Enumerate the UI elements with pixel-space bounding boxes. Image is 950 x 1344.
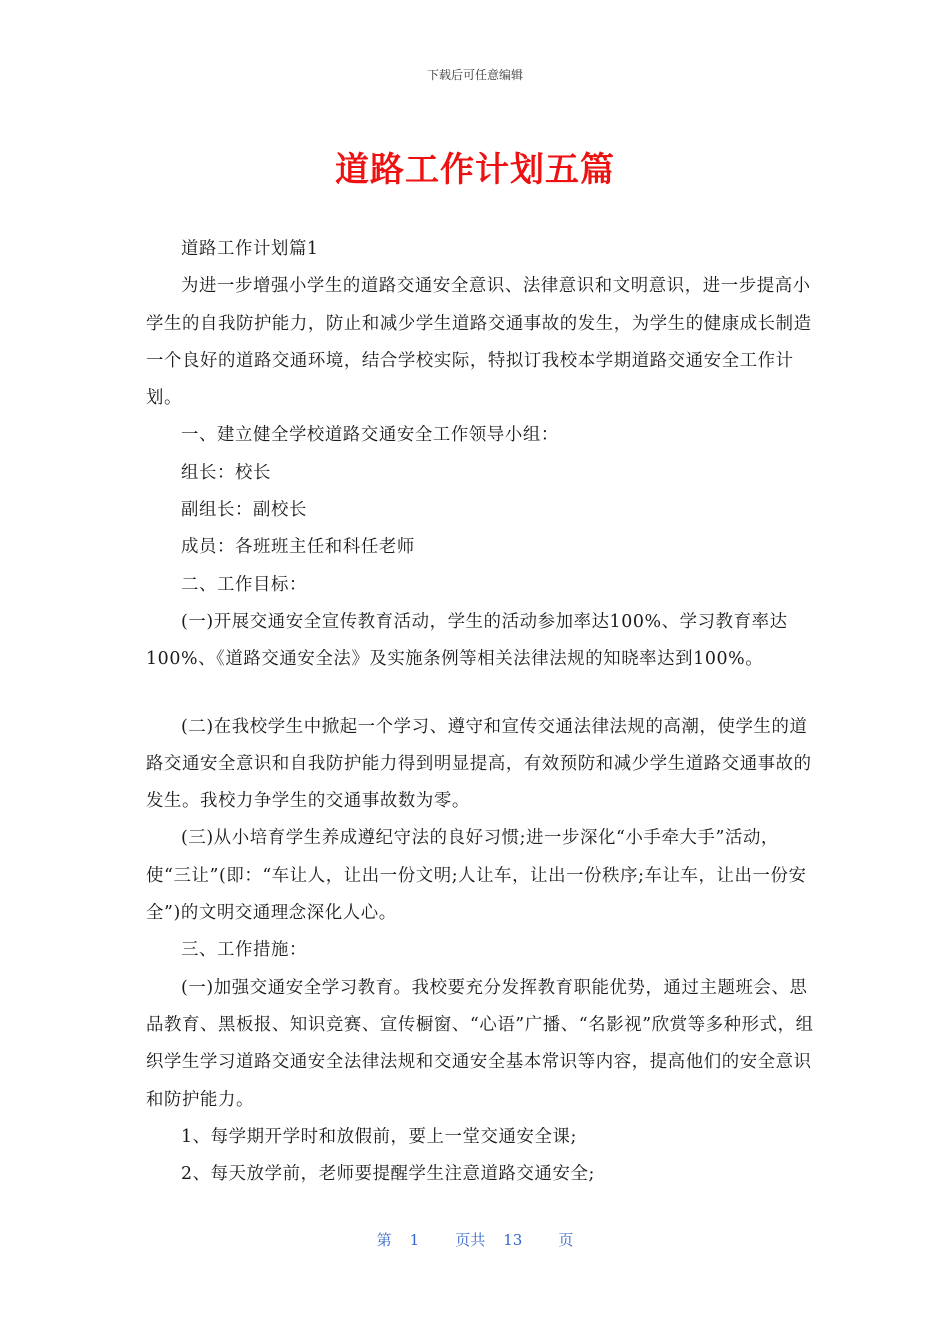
measure-paragraph-1: (一)加强交通安全学习教育。我校要充分发挥教育职能优势，通过主题班会、思品教育、黑板报、知识竞赛、宣传橱窗、“心语”广播、“名影视”欣赏等多种形式，组织学生学习道路交通安全法律法规和交通安全基本常识等内容，提高他们的安全意识和防护能力。	[146, 977, 814, 1110]
goal-paragraph-1: (一)开展交通安全宣传教育活动，学生的活动参加率达100%、学习教育率达100%、《道路交通安全法》及实施条例等相关法律法规的知晓率达到100%。	[146, 611, 788, 670]
section-heading-measures: 三、工作措施：	[181, 940, 307, 961]
list-item-2: 2、每天放学前，老师要提醒学生注意道路交通安全;	[181, 1164, 595, 1185]
section-heading-goals: 二、工作目标：	[181, 574, 307, 595]
goal-paragraph-2: (二)在我校学生中掀起一个学习、遵守和宣传交通法律法规的高潮，使学生的道路交通安全意识和自我防护能力得到明显提高，有效预防和减少学生道路交通事故的发生。我校力争学生的交通事故数为零。	[146, 716, 812, 812]
document-title: 道路工作计划五篇	[335, 150, 615, 190]
list-item-1: 1、每学期开学时和放假前，要上一堂交通安全课;	[181, 1126, 577, 1147]
page-footer	[0, 1229, 950, 1250]
page-suffix: 页	[558, 1231, 574, 1249]
group-leader-line: 组长：校长	[181, 462, 271, 483]
goal-paragraph-3: (三)从小培育学生养成遵纪守法的良好习惯;进一步深化“小手牵大手”活动，使“三让”(即：“车让人，让出一份文明;人让车，让出一份秩序;车让车，让出一份安全”)的文明交通理念深化人心。	[146, 828, 807, 924]
section-heading-plan-1: 道路工作计划篇1	[181, 239, 319, 259]
page-middle: 页共	[455, 1231, 486, 1249]
page-prefix: 第	[376, 1231, 392, 1249]
deputy-leader-line: 副组长：副校长	[181, 500, 307, 521]
document-body	[146, 231, 814, 1193]
members-line: 成员：各班班主任和科任老师	[181, 537, 415, 558]
header-note: 下载后可任意编辑	[426, 68, 523, 82]
intro-paragraph: 为进一步增强小学生的道路交通安全意识、法律意识和文明意识，进一步提高小学生的自我防护能力，防止和减少学生道路交通事故的发生，为学生的健康成长制造一个良好的道路交通环境，结合学校实际，特拟订我校本学期道路交通安全工作计划。	[146, 276, 812, 409]
total-pages: 13	[503, 1231, 523, 1249]
section-heading-leadership: 一、建立健全学校道路交通安全工作领导小组：	[181, 425, 559, 446]
page-number: 1	[409, 1231, 420, 1249]
